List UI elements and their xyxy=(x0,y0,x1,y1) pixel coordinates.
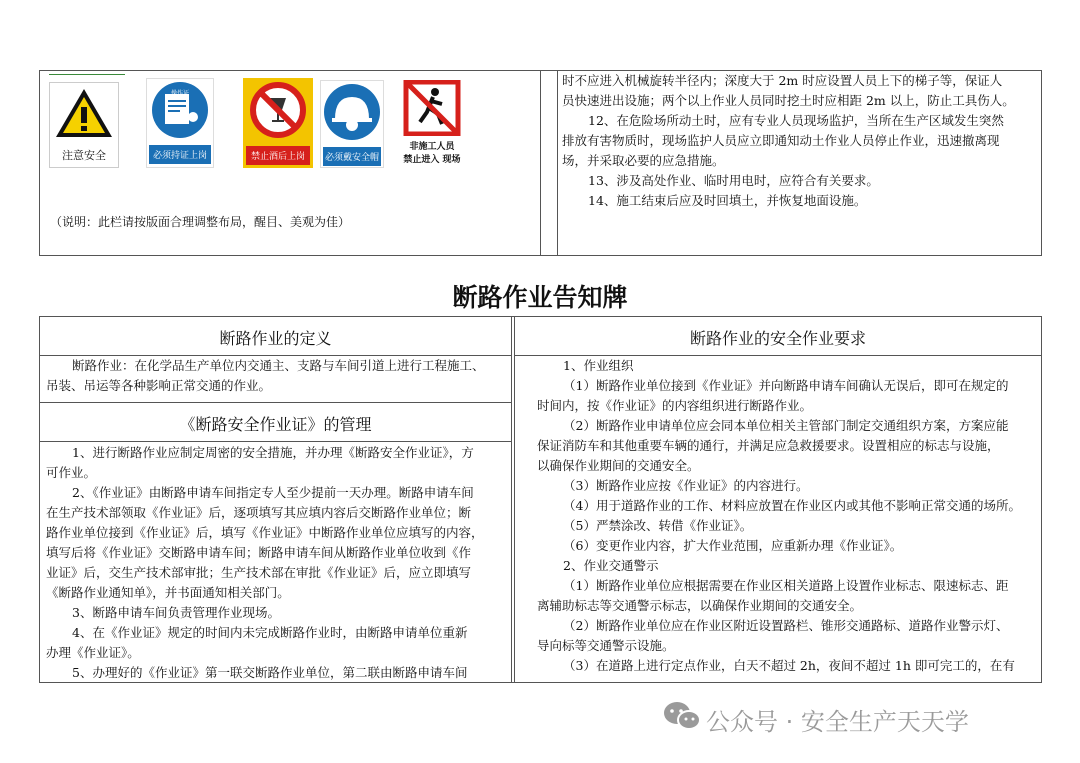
definition-body xyxy=(46,356,485,396)
text-line: （2）断路作业申请单位应会同本单位相关主管部门制定交通组织方案，方案应能 xyxy=(563,418,1009,433)
caution-sign-caption: 注意安全 xyxy=(62,149,106,162)
management-heading: 《断路安全作业证》的管理 xyxy=(179,415,372,434)
text-line: （3）在道路上进行定点作业，白天不超过 2h，夜间不超过 1h 即可完工的，在有 xyxy=(563,658,1015,673)
no-entry-caption-line1: 非施工人员 xyxy=(409,142,455,152)
text-line: 1、进行断路作业应制定周密的安全措施，并办理《断路安全作业证》，方 xyxy=(72,445,474,460)
text-line: 14、施工结束后应及时回填土，并恢复地面设施。 xyxy=(588,193,867,208)
top-table-divider-1 xyxy=(540,70,541,256)
safety-requirements-heading: 断路作业的安全作业要求 xyxy=(689,329,866,348)
text-line: （1）断路作业单位接到《作业证》并向断路申请车间确认无误后，即可在规定的 xyxy=(563,378,1009,393)
no-entry-icon xyxy=(402,80,462,136)
text-line: 4、在《作业证》规定的时间内未完成断路作业时，由断路申请单位重新 xyxy=(72,625,468,640)
top-table-divider-2 xyxy=(557,70,558,256)
text-line: 业证》后，交生产技术部审批；生产技术部在审批《作业证》后，应立即填写 xyxy=(46,565,472,580)
text-line: （2）断路作业单位应在作业区附近设置路栏、锥形交通路标、道路作业警示灯、 xyxy=(563,618,1009,633)
text-line: 场，并采取必要的应急措施。 xyxy=(562,153,725,168)
no-entry-caption-line2: 禁止进入 现场 xyxy=(403,155,461,165)
text-line: （4）用于道路作业的工作、材料应放置在作业区内或其他不影响正常交通的场所。 xyxy=(563,498,1021,513)
text-line: 5、办理好的《作业证》第一联交断路作业单位，第二联由断路申请车间 xyxy=(72,665,468,680)
management-body xyxy=(46,443,484,683)
text-line: 时不应进入机械旋转半径内；深度大于 2m 时应设置人员上下的梯子等，保证人 xyxy=(562,73,1003,88)
text-line: 在生产技术部领取《作业证》后，逐项填写其应填内容后交断路作业单位；断 xyxy=(46,505,472,520)
text-line: 断路作业：在化学品生产单位内交通主、支路与车间引道上进行工程施工、 xyxy=(72,358,485,373)
permit-sign xyxy=(146,78,214,168)
safety-requirements-body xyxy=(537,356,1021,676)
wechat-logo-icon xyxy=(662,700,702,732)
text-line: 保证消防车和其他重要车辆的通行，并满足应急救援要求。设置相应的标志与设施， xyxy=(537,438,1000,453)
helmet-sign xyxy=(320,80,384,168)
text-line: 13、涉及高处作业、临时用电时，应符合有关要求。 xyxy=(588,173,879,188)
permit-board-text: 操作证 xyxy=(171,90,190,97)
text-line: 时间内，按《作业证》的内容组织进行断路作业。 xyxy=(537,398,813,413)
text-line: 路作业单位接到《作业证》后，填写《作业证》中断路作业单位应填写的内容， xyxy=(46,525,484,540)
main-table-divider-right xyxy=(514,316,515,683)
top-right-text xyxy=(562,71,1015,211)
green-accent-line xyxy=(49,74,125,75)
text-line: （3）断路作业应按《作业证》的内容进行。 xyxy=(563,478,809,493)
text-line: 离辅助标志等交通警示标志，以确保作业期间的交通安全。 xyxy=(537,598,863,613)
text-line: 排放有害物质时，现场监护人员应立即通知动土作业人员停止作业，迅速撤离现 xyxy=(562,133,1000,148)
text-line: 办理《作业证》。 xyxy=(46,645,140,660)
warning-triangle-icon xyxy=(50,83,118,143)
text-line: 2、《作业证》由断路申请车间指定专人至少提前一天办理。断路申请车间 xyxy=(72,485,474,500)
caution-sign xyxy=(49,82,119,168)
permit-sign-caption: 必须持证上岗 xyxy=(149,145,211,164)
layout-note: （说明：此栏请按版面合理调整布局，醒目、美观为佳） xyxy=(50,215,351,229)
text-line: 2、作业交通警示 xyxy=(563,558,659,573)
no-entry-sign xyxy=(396,80,468,168)
definition-bottom-rule xyxy=(39,402,512,403)
text-line: （6）变更作业内容，扩大作业范围，应重新办理《作业证》。 xyxy=(563,538,903,553)
no-drinking-sign-caption: 禁止酒后上岗 xyxy=(246,146,310,165)
text-line: 以确保作业期间的交通安全。 xyxy=(537,458,700,473)
helmet-sign-caption: 必须戴安全帽 xyxy=(323,147,381,166)
main-table-divider xyxy=(511,316,512,683)
page-title: 断路作业告知牌 xyxy=(452,283,628,312)
text-line: 3、断路申请车间负责管理作业现场。 xyxy=(72,605,280,620)
definition-heading: 断路作业的定义 xyxy=(219,329,332,348)
text-line: 吊装、吊运等各种影响正常交通的作业。 xyxy=(46,378,272,393)
no-drinking-sign xyxy=(243,78,313,168)
text-line: 1、作业组织 xyxy=(563,358,634,373)
text-line: 《断路作业通知单》，并书面通知相关部门。 xyxy=(46,585,290,600)
text-line: 导向标等交通警示设施。 xyxy=(537,638,675,653)
text-line: （5）严禁涂改、转借《作业证》。 xyxy=(563,518,753,533)
no-drinking-icon xyxy=(243,78,313,142)
footer-watermark: 公众号 · 安全生产天天学 xyxy=(706,708,969,736)
management-heading-rule xyxy=(39,441,512,442)
text-line: （1）断路作业单位应根据需要在作业区相关道路上设置作业标志、限速标志、距 xyxy=(563,578,1009,593)
helmet-icon xyxy=(321,81,383,143)
text-line: 12、在危险场所动土时，应有专业人员现场监护，当所在生产区域发生突然 xyxy=(588,113,1004,128)
text-line: 填写后将《作业证》交断路申请车间；断路申请车间从断路作业单位收到《作 xyxy=(46,545,472,560)
text-line: 员快速进出设施；两个以上作业人员同时挖土时应相距 2m 以上，防止工具伤人。 xyxy=(562,93,1015,108)
text-line: 可作业。 xyxy=(46,465,97,480)
